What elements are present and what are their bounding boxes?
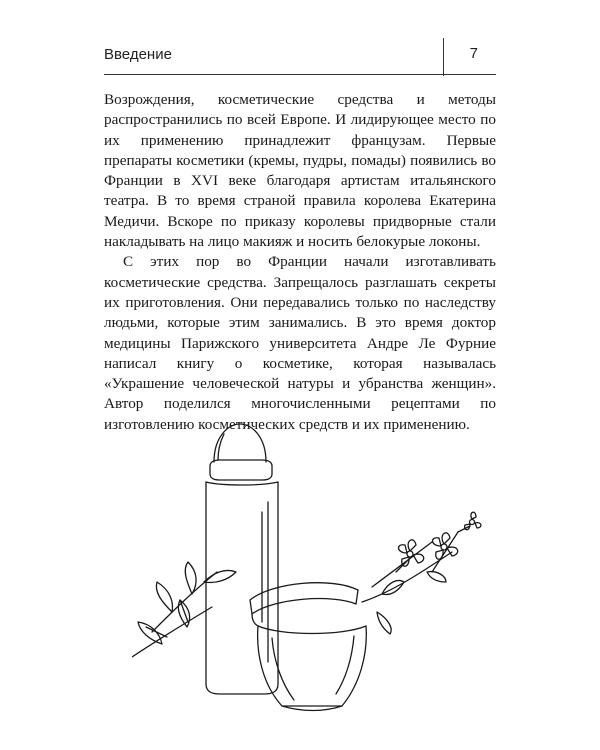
body-text bbox=[104, 90, 496, 435]
paragraph: Возрождения, косметические средства и методы распространились по всей Европе. И лидирующее место по их применению принадлежит французам. Первые препараты косметики (кремы, пудры, помады) появились во Франции в XVI веке благодаря артистам итальянского театра. В то время страной правила королева Екатерина Медичи. Вскоре по приказу королевы придворные стали накладывать на лицо макияж и носить белокурые локоны. bbox=[104, 91, 496, 251]
header-divider bbox=[443, 38, 444, 76]
cosmetic-bottle-icon bbox=[206, 424, 278, 694]
header-rule bbox=[104, 74, 496, 75]
flower-branch-icon bbox=[132, 562, 236, 657]
running-header bbox=[104, 38, 496, 76]
running-title: Введение bbox=[104, 46, 172, 63]
flower-branch-icon bbox=[362, 512, 481, 634]
paragraph: С этих пор во Франции начали изготавливать косметические средства. Запрещалось разглашать секреты их приготовления. Они передавались только по наследству людьми, которые этим занимались. В это время доктор медицины Парижского университета Андре Ле Фурние написал книгу о косметике, которая называлась «Украшение человеческой натуры и убранства женщин». Автор поделился многочисленными рецептами по изготовлению косметических средств и их применению. bbox=[104, 253, 496, 433]
cosmetics-illustration bbox=[132, 422, 484, 722]
page-number: 7 bbox=[469, 45, 478, 62]
